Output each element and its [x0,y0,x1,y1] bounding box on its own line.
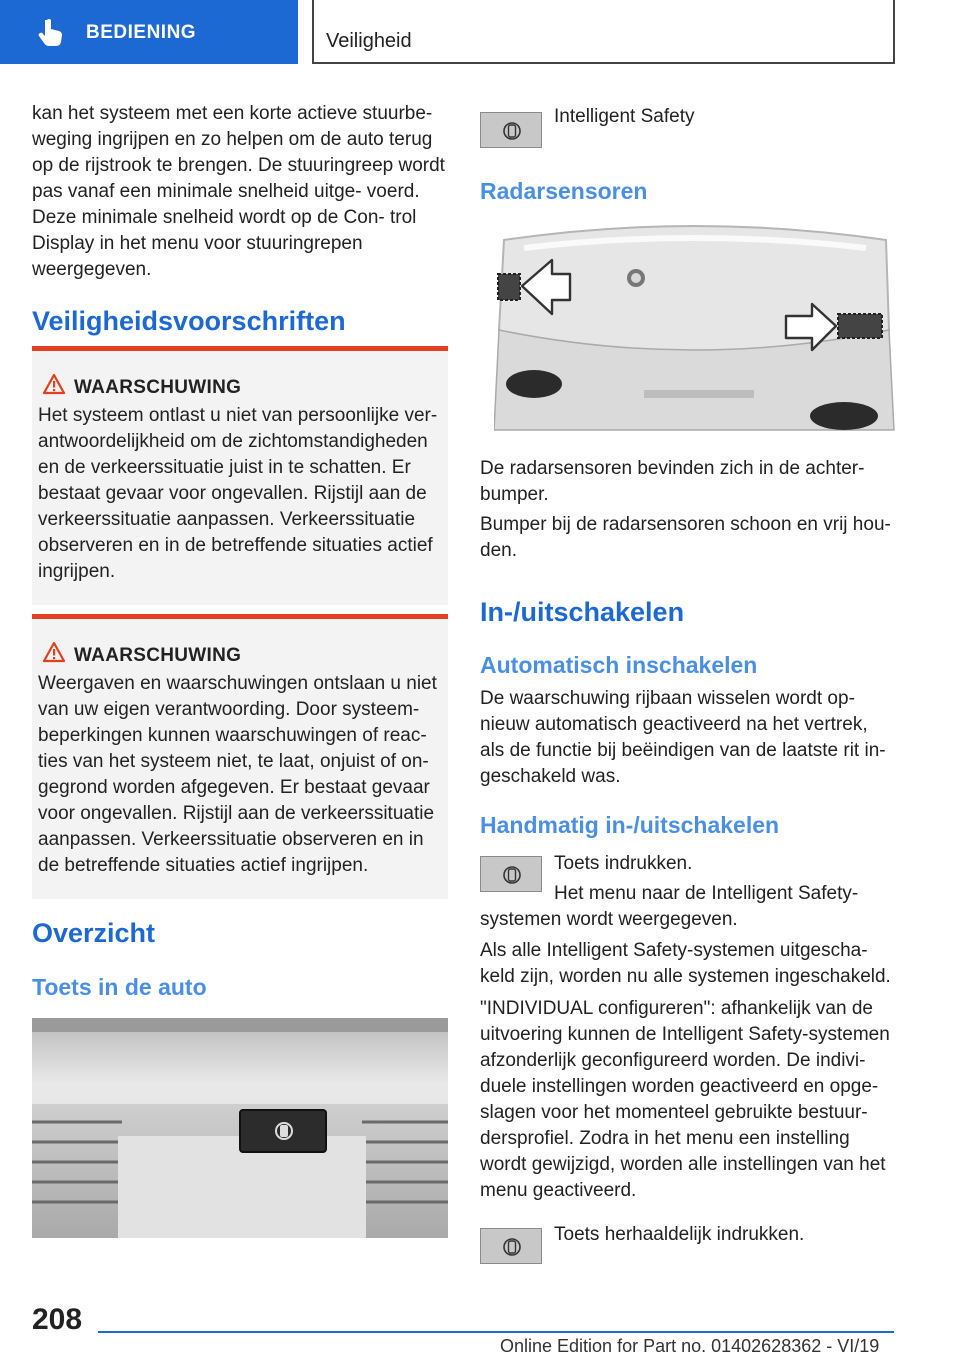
header-divider [893,0,895,64]
radar-heading: Radarsensoren [480,178,648,204]
step-menu-shown-line1: Het menu naar de Intelligent Safety- [554,883,859,904]
intelligent-safety-button-icon [480,112,542,148]
warning-triangle-icon [42,641,66,663]
page-number: 208 [32,1303,83,1336]
header-divider [312,62,895,64]
warning-title: WAARSCHUWING [74,645,242,666]
warning-box-1 [32,346,448,605]
edition-footer: Online Edition for Part no. 01402628362 - VI/19 [500,1336,880,1356]
warning-box-2 [32,614,448,899]
dashboard-button-illustration [32,1018,448,1238]
step-menu-shown-line2: systemen wordt weergegeven. [480,909,738,930]
intelligent-safety-button-icon [480,856,542,892]
automatic-on-text: De waarschuwing rijbaan wisselen wordt op- nieuw automatisch geactiveerd na het vertrek, als de functie bij beëindigen van de laatste rit in- geschakeld was. [480,688,886,787]
automatic-on-heading: Automatisch inschakelen [480,652,758,678]
radar-text-1: De radarsensoren bevinden zich in de achter- bumper. [480,458,865,505]
safety-heading: Veiligheidsvoorschriften [32,306,346,336]
header-divider [312,0,314,64]
radar-text-2: Bumper bij de radarsensoren schoon en vrij hou- den. [480,514,891,561]
warning-title: WAARSCHUWING [74,377,242,398]
all-systems-paragraph: Als alle Intelligent Safety-systemen uitgescha- keld zijn, worden nu alle systemen ingeschakeld. [480,940,891,987]
chapter-label: BEDIENING [86,22,197,43]
overview-heading: Overzicht [32,918,156,948]
hand-pointer-icon [38,18,64,46]
button-caption: Intelligent Safety [554,106,695,127]
chapter-tab[interactable] [0,0,298,64]
step-press-button: Toets indrukken. [554,853,693,874]
individual-config-paragraph: "INDIVIDUAL configureren": afhankelijk van de uitvoering kunnen de Intelligent Safety-systemen afzonderlijk geconfigureerd worden. De indivi- duele instellingen worden geactiveerd en opge- slagen voor het momenteel gebruikte bestuur- dersprofiel. Zodra in het menu een instelling wordt gewijzigd, worden alle instellingen van het menu geactiveerd. [480,998,890,1201]
warning-triangle-icon [42,373,66,395]
warning-text: Weergaven en waarschuwingen ontslaan u niet van uw eigen verantwoording. Door systeem- beperkingen kunnen waarschuwingen of reac- ties van het systeem niet, te laat, onjuist of on- gegrond worden afgegeven. Er bestaat gevaar voor ongevallen. Rijstijl aan de verkeerssituatie aanpassen. Verkeerssituatie observeren en in de betreffende situaties actief ingrijpen. [38,673,437,876]
warning-text: Het systeem ontlast u niet van persoonlijke ver- antwoordelijkheid om de zichtomstandigheden en de verkeerssituatie juist in te schatten. Er bestaat gevaar voor ongevallen. Rijstijl aan de verkeerssituatie aanpassen. Verkeerssituatie observeren en in de betreffende situaties actief ingrijpen. [38,405,438,582]
footer-divider [98,1331,894,1333]
step-press-repeatedly: Toets herhaaldelijk indrukken. [554,1224,805,1245]
section-title: Veiligheid [326,30,412,52]
manual-heading: Handmatig in-/uitschakelen [480,812,780,838]
intro-paragraph: kan het systeem met een korte actieve stuurbe- weging ingrijpen en zo helpen om de auto terug op de rijstrook te brengen. De stuuringreep wordt pas vanaf een minimale snelheid uitge- voerd. Deze minimale snelheid wordt op de Con- trol Display in het menu voor stuuringrepen weergegeven. [32,103,445,280]
on-off-heading: In-/uitschakelen [480,597,685,627]
button-in-car-heading: Toets in de auto [32,974,207,1000]
intelligent-safety-button-icon [480,1228,542,1264]
rear-bumper-illustration [494,220,896,442]
